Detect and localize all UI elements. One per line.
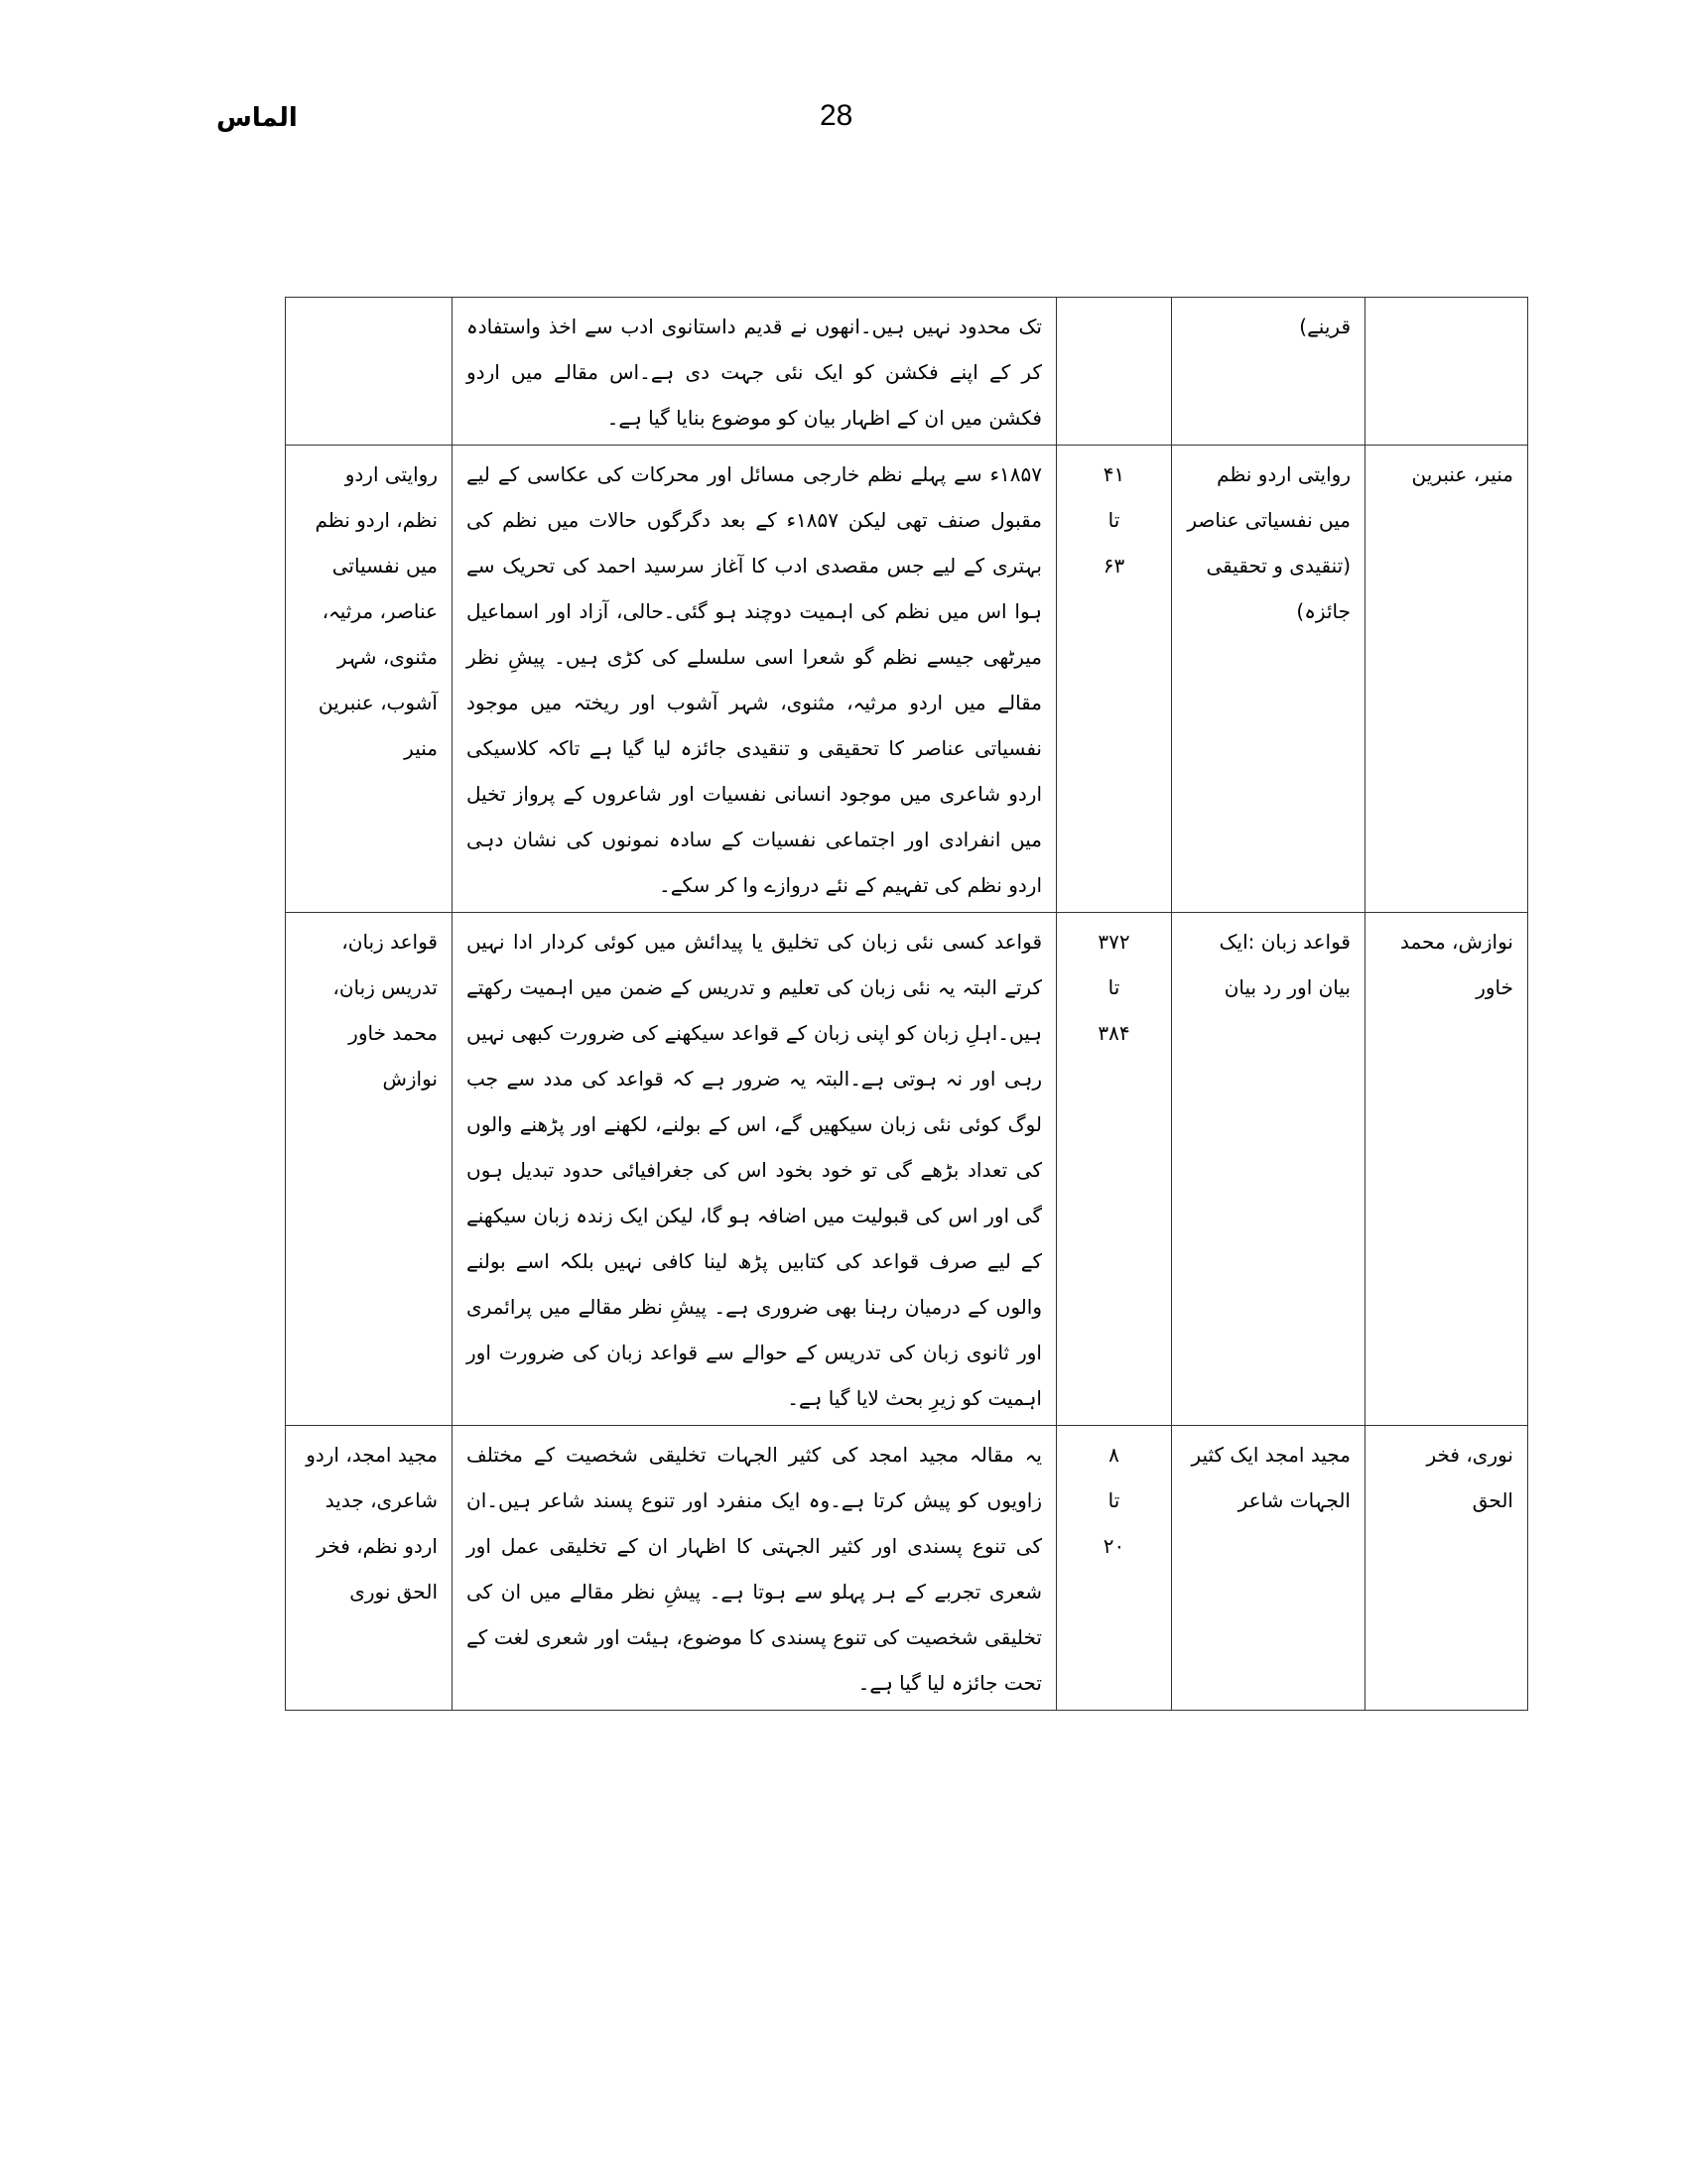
pages-sep: تا [1107,1488,1120,1512]
pages-cell [1057,446,1172,913]
keywords-cell: قواعد زبان، تدریس زبان، محمد خاور نوازش [286,913,453,1426]
abstract-cell: ۱۸۵۷ء سے پہلے نظم خارجی مسائل اور محرکات کی عکاسی کے لیے مقبول صنف تھی لیکن ۱۸۵۷ء کے بعد دگرگوں حالات میں نظم کی بہتری کے لیے جس مقصدی ادب کا آغاز سرسید احمد کی تحریک سے ہوا اس میں نظم کی اہمیت دوچند ہو گئی۔حالی، آزاد اور اسماعیل میرٹھی جیسے نظم گو شعرا اسی سلسلے کی کڑی ہیں۔ پیشِ نظر مقالے میں اردو مرثیہ، مثنوی، شہر آشوب اور ریختہ میں موجود نفسیاتی عناصر کا تحقیقی و تنقیدی جائزہ لیا گیا ہے تاکہ کلاسیکی اردو شاعری میں موجود انسانی نفسیات اور شاعروں کے پرواز تخیل میں انفرادی اور اجتماعی نفسیات کے سادہ نمونوں کی نشان دہی اردو نظم کی تفہیم کے نئے دروازے وا کر سکے۔ [453,446,1057,913]
pages-sep: تا [1107,975,1120,999]
pages-end: ۳۸۴ [1098,1021,1130,1045]
author-cell: نوازش، محمد خاور [1365,913,1528,1426]
table-row [286,298,1528,446]
author-cell: نوری، فخر الحق [1365,1426,1528,1711]
author-cell [1365,298,1528,446]
page-number: 28 [820,99,853,132]
pages-end: ۲۰ [1103,1534,1125,1558]
pages-cell [1057,913,1172,1426]
keywords-cell: روایتی اردو نظم، اردو نظم میں نفسیاتی عناصر، مرثیہ، مثنوی، شہر آشوب، عنبرین منیر [286,446,453,913]
abstract-cell: تک محدود نہیں ہیں۔انھوں نے قدیم داستانوی ادب سے اخذ واستفادہ کر کے اپنے فکشن کو ایک نئی جہت دی ہے۔اس مقالے میں اردو فکشن میں ان کے اظہار بیان کو موضوع بنایا گیا ہے۔ [453,298,1057,446]
table-row [286,446,1528,913]
table-row [286,1426,1528,1711]
abstract-cell: یہ مقالہ مجید امجد کی کثیر الجہات تخلیقی شخصیت کے مختلف زاویوں کو پیش کرتا ہے۔وہ ایک منفرد اور تنوع پسند شاعر ہیں۔ان کی تنوع پسندی اور کثیر الجہتی کا اظہار ان کے تخلیقی عمل اور شعری تجربے کے ہر پہلو سے ہوتا ہے۔ پیشِ نظر مقالے میں ان کی تخلیقی شخصیت کی تنوع پسندی کا موضوع، ہیئت اور شعری لغت کے تحت جائزہ لیا گیا ہے۔ [453,1426,1057,1711]
author-cell: منیر، عنبرین [1365,446,1528,913]
pages-start: ۴۱ [1103,462,1125,486]
pages-end: ۶۳ [1103,554,1125,578]
title-cell: قرینے) [1172,298,1365,446]
pages-start: ۳۷۲ [1098,930,1130,954]
pages-cell [1057,298,1172,446]
title-cell: قواعد زبان :ایک بیان اور رد بیان [1172,913,1365,1426]
keywords-cell [286,298,453,446]
article-index-table [285,297,1528,1711]
pages-sep: تا [1107,508,1120,532]
pages-start: ۸ [1108,1443,1119,1467]
keywords-cell: مجید امجد، اردو شاعری، جدید اردو نظم، فخر الحق نوری [286,1426,453,1711]
pages-cell [1057,1426,1172,1711]
title-cell: مجید امجد ایک کثیر الجہات شاعر [1172,1426,1365,1711]
journal-name: الماس [216,103,298,133]
table-row [286,913,1528,1426]
abstract-cell: قواعد کسی نئی زبان کی تخلیق یا پیدائش میں کوئی کردار ادا نہیں کرتے البتہ یہ نئی زبان کی تعلیم و تدریس کے ضمن میں اہمیت رکھتے ہیں۔اہلِ زبان کو اپنی زبان کے قواعد سیکھنے کی ضرورت کبھی نہیں رہی اور نہ ہوتی ہے۔البتہ یہ ضرور ہے کہ قواعد کی مدد سے جب لوگ کوئی نئی زبان سیکھیں گے، اس کے بولنے، لکھنے اور پڑھنے والوں کی تعداد بڑھے گی تو خود بخود اس کی جغرافیائی حدود تبدیل ہوں گی اور اس کی قبولیت میں اضافہ ہو گا، لیکن ایک زندہ زبان سیکھنے کے لیے صرف قواعد کی کتابیں پڑھ لینا کافی نہیں بلکہ اسے بولنے والوں کے درمیان رہنا بھی ضروری ہے۔ پیشِ نظر مقالے میں پرائمری اور ثانوی زبان کی تدریس کے حوالے سے قواعد زبان کی ضرورت اور اہمیت کو زیرِ بحث لایا گیا ہے۔ [453,913,1057,1426]
title-cell: روایتی اردو نظم میں نفسیاتی عناصر (تنقیدی و تحقیقی جائزہ) [1172,446,1365,913]
